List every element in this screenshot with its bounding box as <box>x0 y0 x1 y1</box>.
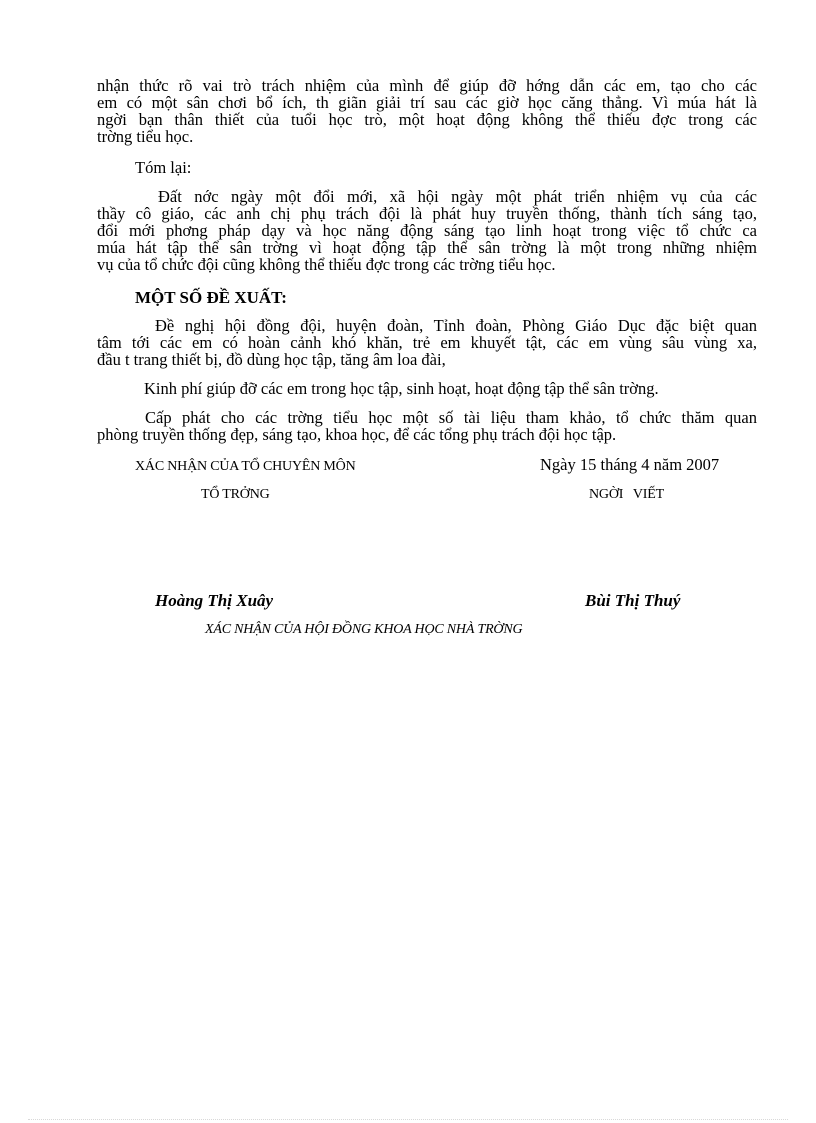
text-line: em có một sân chơi bổ ích, th giãn giải trí sau các giờ học căng thẳng. Vì múa hát là <box>97 93 757 112</box>
text-line: Đề nghị hội đồng đội, huyện đoàn, Tỉnh đoàn, Phòng Giáo Dục đặc biệt quan <box>155 316 757 335</box>
summary-label: Tóm lại: <box>135 158 192 177</box>
text-line: ngời bạn thân thiết của tuổi học trò, một hoạt động không thể thiếu đợc trong các <box>97 110 757 129</box>
text-line: Cấp phát cho các trờng tiểu học một số tài liệu tham khảo, tổ chức thăm quan <box>145 408 757 427</box>
paragraph-conclusion <box>97 188 757 273</box>
footer-divider <box>28 1119 788 1120</box>
text-line: đổi mới phơng pháp dạy và học năng động sáng tạo linh hoạt trong việc tổ chức ca <box>97 221 757 240</box>
text-line: trờng tiểu học. <box>97 127 194 146</box>
text-line: Kinh phí giúp đỡ các em trong học tập, sinh hoạt, hoạt động tập thể sân trờng. <box>144 379 659 398</box>
proposal-heading: MỘT SỐ ĐỀ XUẤT: <box>135 288 287 307</box>
text-line: nhận thức rõ vai trò trách nhiệm của mình để giúp đỡ hớng dẫn các em, tạo cho các <box>97 76 757 95</box>
text-line: tâm tới các em có hoàn cảnh khó khăn, trẻ em khuyết tật, các em vùng sâu vùng xa, <box>97 333 757 352</box>
text-line: múa hát tập thể sân trờng vì hoạt động tập thể sân trờng là một trong những nhiệm <box>97 238 757 257</box>
text-line: Đất nớc ngày một đổi mới, xã hội ngày một phát triển nhiệm vụ của các <box>158 187 757 206</box>
text-line: vụ của tổ chức đội cũng không thể thiếu đợc trong các trờng tiểu học. <box>97 255 556 274</box>
writer-title: NGỜI VIẾT <box>589 487 664 502</box>
dept-head-signature-name: Hoàng Thị Xuây <box>155 591 274 610</box>
writer-signature-name: Bùi Thị Thuý <box>585 591 681 610</box>
text-line: thầy cô giáo, các anh chị phụ trách đội là phát huy truyền thống, thành tích sáng tạo, <box>97 204 757 223</box>
paragraph-role-awareness <box>97 77 757 145</box>
dept-head-title: TỔ TRỞNG <box>201 487 270 502</box>
paragraph-proposal-support <box>97 317 757 368</box>
paragraph-proposal-materials <box>97 409 757 443</box>
date-line: Ngày 15 tháng 4 năm 2007 <box>540 455 720 474</box>
text-line: đầu t trang thiết bị, đồ dùng học tập, tăng âm loa đài, <box>97 350 446 369</box>
council-confirmation-heading: XÁC NHẬN CỦA HỘI ĐỒNG KHOA HỌC NHÀ TRỜNG <box>205 622 523 637</box>
paragraph-proposal-funding <box>97 380 757 397</box>
dept-confirmation-heading: XÁC NHẬN CỦA TỔ CHUYÊN MÔN <box>135 459 356 474</box>
text-line: phòng truyền thống đẹp, sáng tạo, khoa học, để các tổng phụ trách đội học tập. <box>97 425 617 444</box>
